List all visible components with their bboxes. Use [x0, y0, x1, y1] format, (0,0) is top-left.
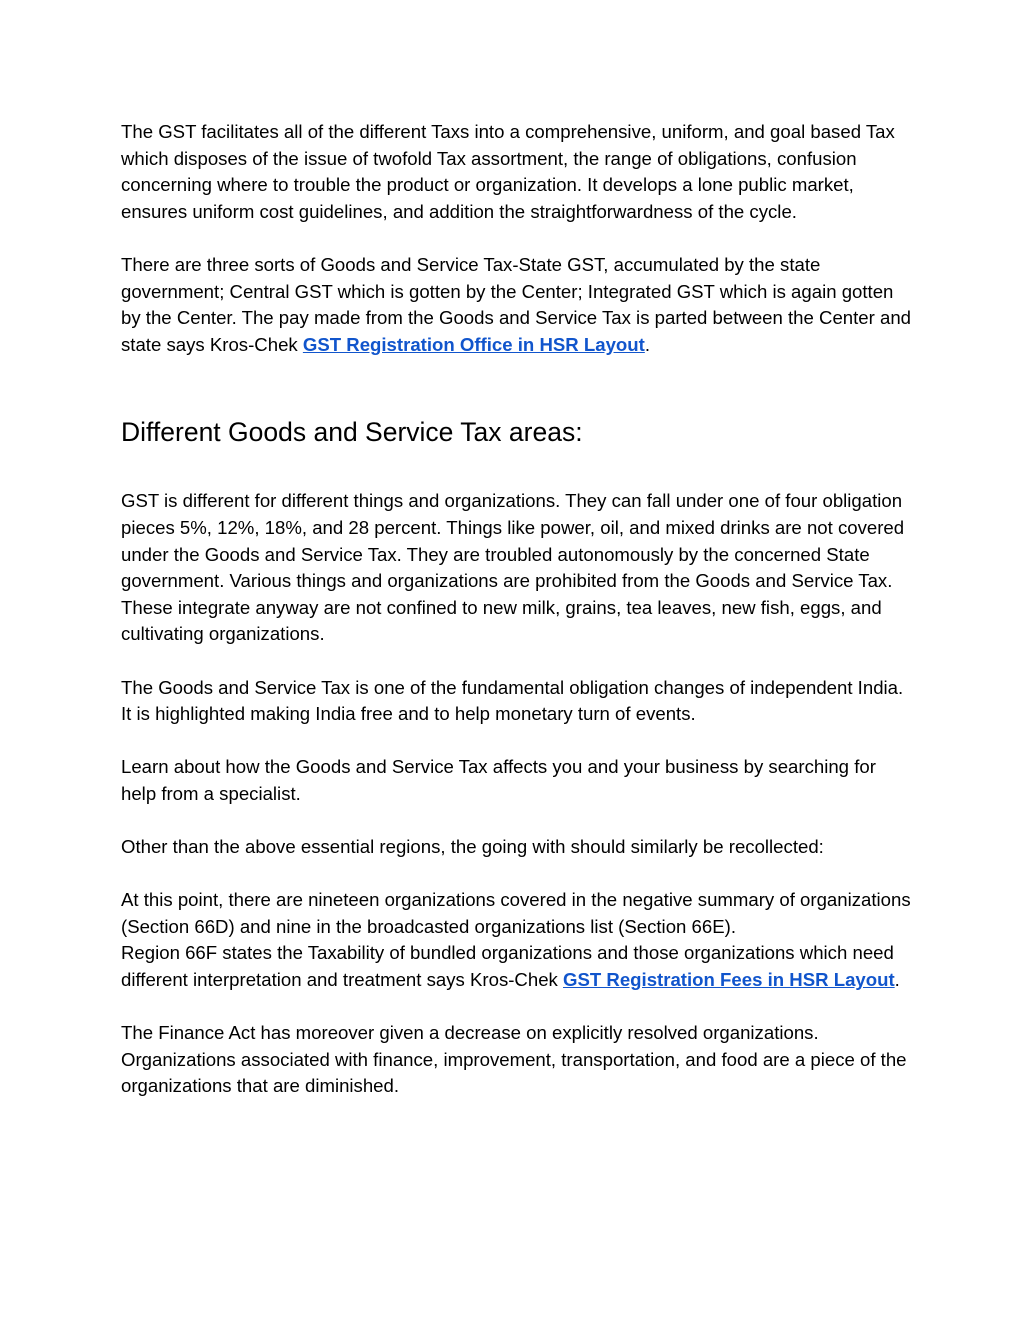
- paragraph-other-regions: Other than the above essential regions, the going with should similarly be recollected:: [121, 836, 824, 858]
- gst-registration-office-link[interactable]: GST Registration Office in HSR Layout: [302, 333, 645, 355]
- paragraph-gst-types: [121, 252, 911, 358]
- document-body: [121, 119, 911, 1100]
- paragraph-gst-overview: The GST facilitates all of the different Taxs into a comprehensive, uniform, and goal based Tax which disposes of the issue of twofold Tax assortment, the range of obligations, confusion concerning where to trouble the product or organization. It develops a lone public market, ensures uniform cost guidelines, and addition the straightforwardness of the cycle.: [121, 121, 895, 222]
- paragraph-negative-list: At this point, there are nineteen organizations covered in the negative summary of organizations (Section 66D) and nine in the broadcasted organizations list (Section 66E).: [121, 889, 911, 937]
- paragraph-learn-more: Learn about how the Goods and Service Tax affects you and your business by searching for help from a specialist.: [121, 756, 876, 804]
- section-heading: Different Goods and Service Tax areas:: [121, 417, 583, 448]
- paragraph-tax-reform: The Goods and Service Tax is one of the fundamental obligation changes of independent India. It is highlighted making India free and to help monetary turn of events.: [121, 676, 904, 725]
- paragraph-gst-types-end: .: [644, 333, 650, 355]
- paragraph-section-66f-end: .: [894, 969, 900, 991]
- paragraph-section-66f-text: Region 66F states the Taxability of bundled organizations and those organizations which need different interpretation and treatment says Kros-Chek: [121, 942, 894, 991]
- paragraph-section-66f: [121, 940, 911, 993]
- gst-registration-fees-link[interactable]: GST Registration Fees in HSR Layout: [563, 969, 895, 991]
- paragraph-finance-act: The Finance Act has moreover given a decrease on explicitly resolved organizations. Organizations associated with finance, improvement, transportation, and food are a piece of the organizations that are diminished.: [121, 1022, 907, 1097]
- paragraph-tax-slabs: GST is different for different things and organizations. They can fall under one of four obligation pieces 5%, 12%, 18%, and 28 percent. Things like power, oil, and mixed drinks are not covered under the Goods and Service Tax. They are troubled autonomously by the concerned State government. Various things and organizations are prohibited from the Goods and Service Tax. These integrate anyway are not confined to new milk, grains, tea leaves, new fish, eggs, and cultivating organizations.: [121, 490, 905, 645]
- paragraph-gst-types-text: There are three sorts of Goods and Service Tax-State GST, accumulated by the state government; Central GST which is gotten by the Center; Integrated GST which is again gotten by the Center. The pay made from the Goods and Service Tax is parted between the Center and state says Kros-Chek: [121, 253, 912, 355]
